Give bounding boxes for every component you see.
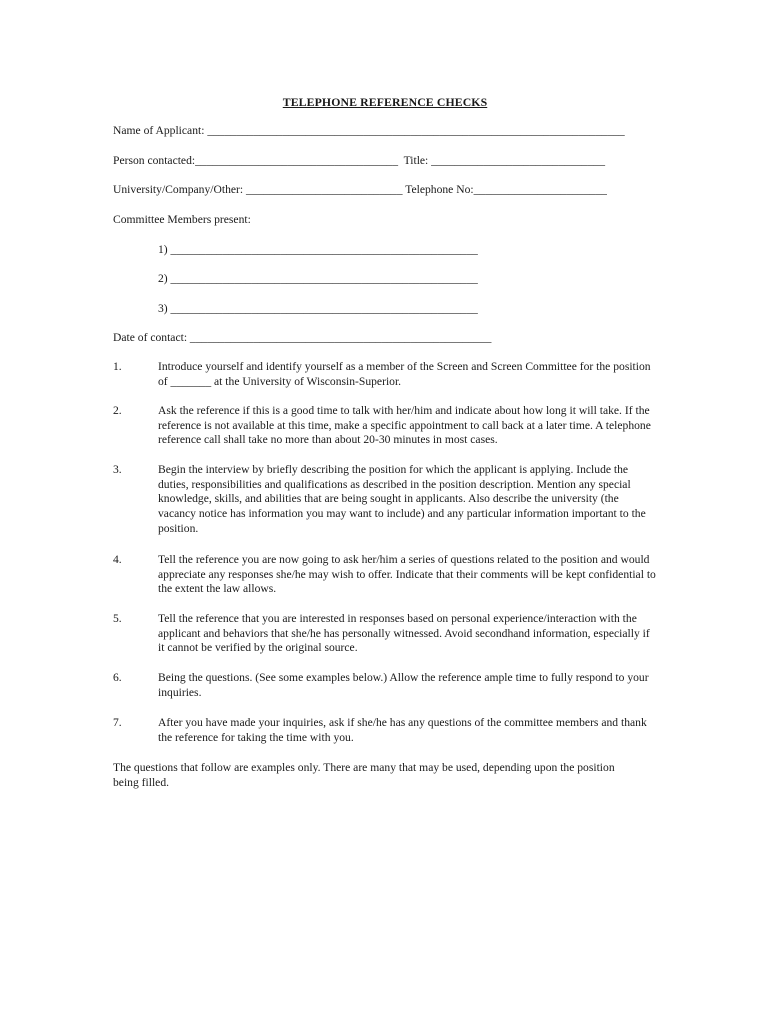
instruction-text: Being the questions. (See some examples below.) Allow the reference ample time to fully respond to your inquiries.	[158, 671, 649, 699]
instruction-text: Ask the reference if this is a good time to talk with her/him and indicate about how long it will take. If the reference is not available at this time, make a specific appointment to call back at a later time. A telephone reference call shall take no more than about 20-30 minutes in most cases.	[158, 404, 651, 447]
applicant-name-field: Name of Applicant: ________________________________________________________________________	[113, 124, 625, 137]
instruction-text: Tell the reference that you are interested in responses based on personal experience/interaction with the applicant and behaviors that she/he has personally witnessed. Avoid secondhand information, especially if it cannot be verified by the original source.	[158, 612, 650, 655]
instruction-number: 4.	[113, 553, 122, 566]
instruction-text: Tell the reference you are now going to ask her/him a series of questions related to the position and would appreciate any responses she/he may wish to offer. Indicate that their comments will be kept confidential to the extent the law allows.	[158, 553, 656, 596]
instruction-number: 6.	[113, 671, 122, 684]
closing-note: The questions that follow are examples only. There are many that may be used, depending upon the position being filled.	[113, 761, 615, 789]
committee-member-line-1: 1) _____________________________________________________	[158, 243, 478, 256]
instruction-number: 7.	[113, 716, 122, 729]
organization-telephone-field: University/Company/Other: ___________________________ Telephone No:_______________________	[113, 183, 607, 196]
instruction-text: After you have made your inquiries, ask if she/he has any questions of the committee members and thank the reference for taking the time with you.	[158, 716, 647, 744]
committee-member-line-3: 3) _____________________________________________________	[158, 302, 478, 315]
instruction-number: 1.	[113, 360, 122, 373]
committee-members-label: Committee Members present:	[113, 213, 251, 226]
instruction-text: Begin the interview by briefly describing the position for which the applicant is applying. Include the duties, responsibilities and qualifications as described in the position description. Mention any special knowledge, skills, and abilities that are being sought in applicants. Also describe the university (the vacancy notice has information you may want to include) and any particular information important to the position.	[158, 463, 646, 535]
instruction-number: 3.	[113, 463, 122, 476]
person-contacted-title-field: Person contacted:___________________________________ Title: ______________________________	[113, 154, 606, 167]
date-of-contact-field: Date of contact: ____________________________________________________	[113, 331, 492, 344]
instruction-number: 2.	[113, 404, 122, 417]
instruction-text: Introduce yourself and identify yourself as a member of the Screen and Screen Committee for the position of _______ at the University of Wisconsin-Superior.	[158, 360, 651, 388]
document-title: TELEPHONE REFERENCE CHECKS	[282, 95, 488, 109]
committee-member-line-2: 2) _____________________________________________________	[158, 272, 478, 285]
instruction-number: 5.	[113, 612, 122, 625]
